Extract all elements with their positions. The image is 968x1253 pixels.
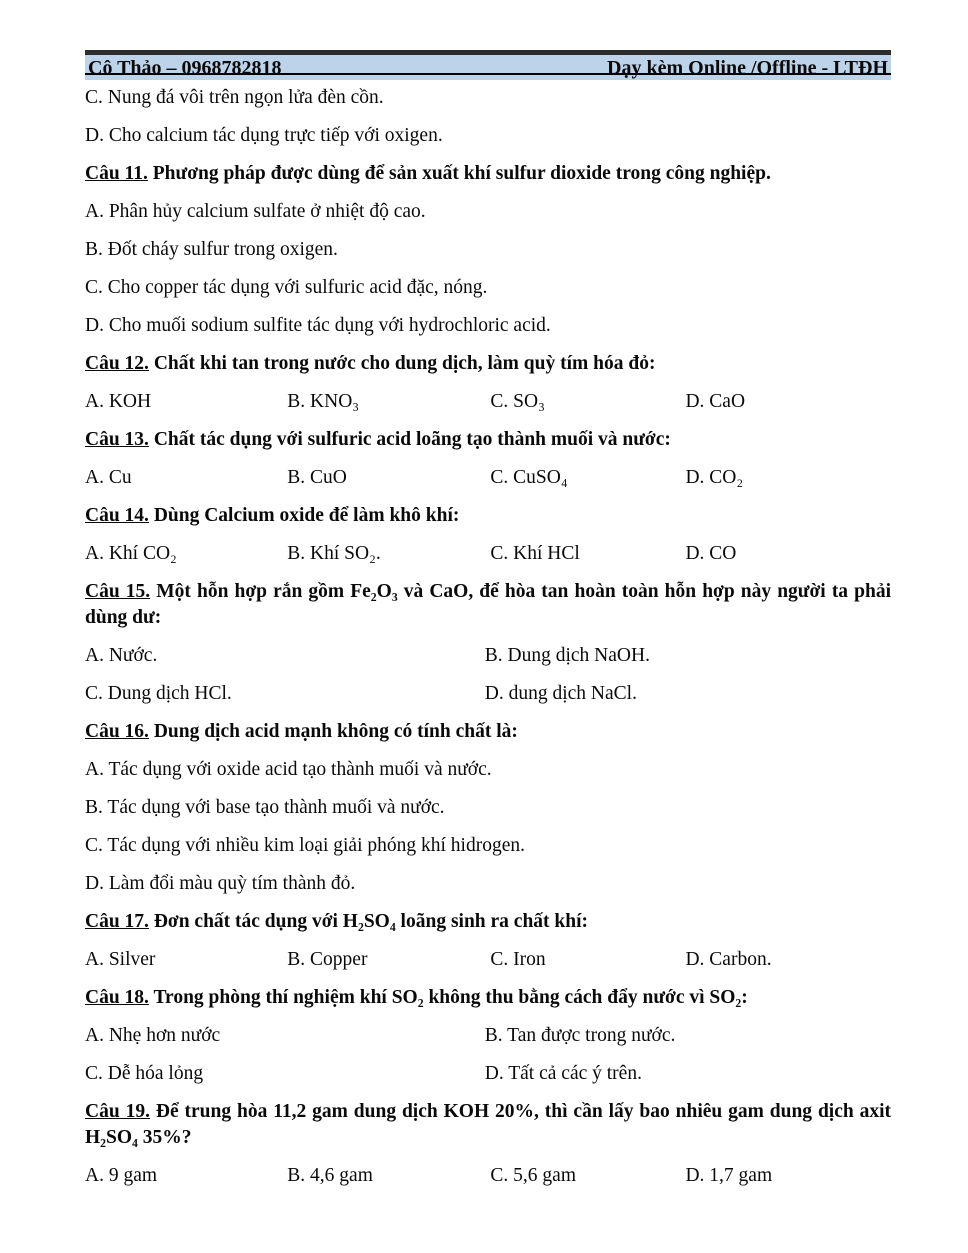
question-12-number: Câu 12.: [85, 353, 149, 374]
question-14-option-a: A. Khí CO₂: [85, 543, 177, 564]
question-14-title: [85, 503, 891, 529]
question-14: [85, 503, 891, 567]
question-17: [85, 909, 891, 973]
question-15-title: [85, 579, 891, 631]
question-14-option-d: D. CO: [685, 543, 737, 564]
question-14-number: Câu 14.: [85, 505, 149, 526]
header-tagline: Dạy kèm Online /Offline - LTĐH: [607, 56, 888, 79]
orphan-option-d: D. Cho calcium tác dụng trực tiếp với oxigen.: [85, 125, 443, 146]
question-17-option-c: C. Iron: [490, 949, 546, 970]
question-18-options: [85, 1023, 891, 1087]
question-12-option-a: A. KOH: [85, 391, 152, 412]
question-11-option-d: D. Cho muối sodium sulfite tác dụng với hydrochloric acid.: [85, 315, 551, 336]
question-11-option-a: A. Phân hủy calcium sulfate ở nhiệt độ cao.: [85, 201, 426, 222]
question-19-option-d: D. 1,7 gam: [685, 1165, 773, 1186]
question-16-option-d: D. Làm đổi màu quỳ tím thành đỏ.: [85, 873, 356, 894]
question-18-number: Câu 18.: [85, 987, 149, 1008]
question-15-option-a: A. Nước.: [85, 645, 158, 666]
question-13-option-d: D. CO₂: [685, 467, 744, 488]
question-13-option-a: A. Cu: [85, 467, 132, 488]
question-18-option-a: A. Nhẹ hơn nước: [85, 1025, 221, 1046]
question-16-option-b: B. Tác dụng với base tạo thành muối và nước.: [85, 797, 445, 818]
question-17-title: [85, 909, 891, 935]
question-16-option-c: C. Tác dụng với nhiều kim loại giải phóng khí hidrogen.: [85, 835, 525, 856]
question-18-option-b: B. Tan được trong nước.: [484, 1025, 676, 1046]
question-16-text: Dung dịch acid mạnh không có tính chất là:: [153, 721, 518, 742]
question-12-option-d: D. CaO: [685, 391, 746, 412]
question-18-title: [85, 985, 891, 1011]
question-15-option-b: B. Dung dịch NaOH.: [484, 645, 650, 666]
question-18-text: Trong phòng thí nghiệm khí SO₂ không thu bằng cách đẩy nước vì SO₂:: [153, 987, 748, 1008]
question-19-number: Câu 19.: [85, 1101, 150, 1122]
question-17-option-a: A. Silver: [85, 949, 156, 970]
question-13-number: Câu 13.: [85, 429, 149, 450]
question-19: [85, 1099, 891, 1189]
question-15-options: [85, 643, 891, 707]
header-teacher-contact: Cô Thảo – 0968782818: [88, 56, 282, 79]
question-15-text: Một hỗn hợp rắn gồm Fe₂O₃ và CaO, để hòa tan hoàn toàn hỗn hợp này người ta phải dùng dư:: [85, 581, 891, 628]
question-15-option-d: D. dung dịch NaCl.: [484, 683, 637, 704]
question-12-options: [85, 389, 891, 415]
question-13-option-b: B. CuO: [287, 467, 347, 488]
question-19-option-c: C. 5,6 gam: [490, 1165, 576, 1186]
question-17-number: Câu 17.: [85, 911, 149, 932]
question-19-option-a: A. 9 gam: [85, 1165, 158, 1186]
question-13-title: [85, 427, 891, 453]
question-17-text: Đơn chất tác dụng với H₂SO₄ loãng sinh ra chất khí:: [153, 911, 589, 932]
question-12-title: [85, 351, 891, 377]
question-14-option-b: B. Khí SO₂.: [287, 543, 381, 564]
question-18-option-d: D. Tất cả các ý trên.: [484, 1063, 642, 1084]
question-19-text: Để trung hòa 11,2 gam dung dịch KOH 20%, thì cần lấy bao nhiêu gam dung dịch axit H₂SO₄ 35%?: [85, 1101, 892, 1148]
question-16-number: Câu 16.: [85, 721, 149, 742]
question-12-option-c: C. SO₃: [490, 391, 545, 412]
question-11-number: Câu 11.: [85, 163, 148, 184]
question-17-option-b: B. Copper: [287, 949, 368, 970]
question-16-option-a: A. Tác dụng với oxide acid tạo thành muối và nước.: [85, 759, 492, 780]
question-12-text: Chất khi tan trong nước cho dung dịch, làm quỳ tím hóa đỏ:: [153, 353, 656, 374]
question-19-title: [85, 1099, 891, 1151]
question-13-option-c: C. CuSO₄: [490, 467, 568, 488]
question-16: [85, 719, 891, 897]
question-12: [85, 351, 891, 415]
question-16-title: [85, 719, 891, 745]
question-17-option-d: D. Carbon.: [685, 949, 772, 970]
question-19-option-b: B. 4,6 gam: [287, 1165, 373, 1186]
question-14-text: Dùng Calcium oxide để làm khô khí:: [153, 505, 460, 526]
question-14-option-c: C. Khí HCl: [490, 543, 580, 564]
question-18: [85, 985, 891, 1087]
question-12-option-b: B. KNO₃: [287, 391, 360, 412]
question-17-options: [85, 947, 891, 973]
question-11: [85, 161, 891, 339]
question-16-options: [85, 757, 891, 897]
question-14-options: [85, 541, 891, 567]
document-page: [85, 50, 891, 1201]
question-13-options: [85, 465, 891, 491]
question-15: [85, 579, 891, 707]
question-13-text: Chất tác dụng với sulfuric acid loãng tạo thành muối và nước:: [153, 429, 671, 450]
question-18-option-c: C. Dễ hóa lỏng: [85, 1063, 204, 1084]
page-header: [85, 50, 891, 80]
question-19-options: [85, 1163, 891, 1189]
question-list: [85, 85, 891, 1189]
question-15-number: Câu 15.: [85, 581, 151, 602]
orphan-option-c: C. Nung đá vôi trên ngọn lửa đèn cồn.: [85, 87, 384, 108]
question-11-option-b: B. Đốt cháy sulfur trong oxigen.: [85, 239, 338, 260]
question-11-title: [85, 161, 891, 187]
question-11-text: Phương pháp được dùng để sản xuất khí sulfur dioxide trong công nghiệp.: [152, 163, 771, 184]
question-11-option-c: C. Cho copper tác dụng với sulfuric acid đặc, nóng.: [85, 277, 488, 298]
question-15-option-c: C. Dung dịch HCl.: [85, 683, 232, 704]
question-13: [85, 427, 891, 491]
question-11-options: [85, 199, 891, 339]
